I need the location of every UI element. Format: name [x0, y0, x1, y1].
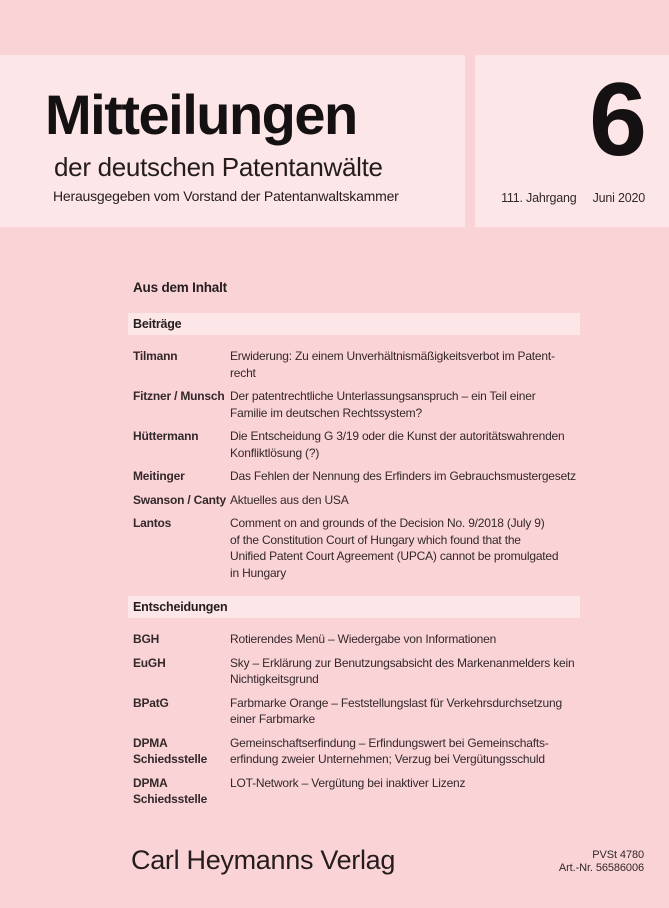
toc-row	[128, 631, 580, 648]
toc-row	[128, 492, 580, 509]
author-cell	[128, 631, 230, 648]
title-line: recht	[230, 365, 256, 380]
contents-heading: Aus dem Inhalt	[133, 280, 227, 295]
volume-label: 111. Jahrgang	[501, 191, 577, 205]
title-cell	[230, 695, 580, 728]
toc-row	[128, 775, 580, 808]
title-line: Familie im deutschen Rechtssystem?	[230, 405, 422, 420]
title-line: Comment on and grounds of the Decision No. 9/2018 (July 9)	[230, 516, 545, 530]
title-line: Konfliktlösung (?)	[230, 445, 320, 460]
title-cell	[230, 775, 580, 808]
author-line: Hüttermann	[133, 429, 199, 443]
author-line: Schiedsstelle	[133, 792, 208, 806]
toc-row	[128, 428, 580, 461]
title-line: Rotierendes Menü – Wiedergabe von Informationen	[230, 632, 497, 646]
title-cell	[230, 492, 580, 509]
author-line: Schiedsstelle	[133, 752, 208, 766]
issue-number: 6	[589, 62, 645, 178]
section-band	[128, 313, 580, 335]
author-cell	[128, 388, 230, 421]
author-cell	[128, 348, 230, 381]
toc-row	[128, 735, 580, 768]
masthead-title: Mitteilungen	[45, 83, 357, 146]
author-line: Swanson / Canty	[133, 492, 227, 507]
title-line: Farbmarke Orange – Feststellungslast für Verkehrsdurchsetzung	[230, 695, 562, 710]
section-rows	[128, 631, 580, 808]
issue-date: Juni 2020	[592, 191, 645, 205]
author-line: EuGH	[133, 655, 166, 670]
author-cell	[128, 775, 230, 808]
author-line: DPMA	[133, 735, 168, 750]
contents	[128, 278, 580, 815]
title-line: erfindung zweier Unternehmen; Verzug bei Vergütungsschuld	[230, 752, 545, 766]
section-band	[128, 596, 580, 618]
title-line: LOT-Network – Vergütung bei inaktiver Lizenz	[230, 775, 466, 790]
title-cell	[230, 348, 580, 381]
title-line: einer Farbmarke	[230, 712, 316, 726]
title-line: Das Fehlen der Nennung des Erfinders im Gebrauchsmustergesetz	[230, 469, 576, 483]
toc-row	[128, 655, 580, 688]
title-line: Aktuelles aus den USA	[230, 492, 349, 507]
section-title: Entscheidungen	[133, 600, 228, 614]
toc-row	[128, 388, 580, 421]
toc-row	[128, 468, 580, 485]
toc-row	[128, 515, 580, 581]
title-line: Gemeinschaftserfindung – Erfindungswert bei Gemeinschafts-	[230, 735, 549, 750]
title-cell	[230, 735, 580, 768]
author-cell	[128, 428, 230, 461]
postal-note: PVSt 4780	[592, 849, 644, 861]
author-line: BPatG	[133, 695, 169, 710]
author-line: Fitzner / Munsch	[133, 389, 225, 403]
title-line: Die Entscheidung G 3/19 oder die Kunst der autoritätswahrenden	[230, 429, 565, 443]
title-line: Unified Patent Court Agreement (UPCA) cannot be promulgated	[230, 549, 559, 563]
author-cell	[128, 735, 230, 768]
author-line: Lantos	[133, 516, 172, 530]
toc-section	[128, 313, 580, 581]
author-line: BGH	[133, 632, 160, 646]
title-cell	[230, 388, 580, 421]
issue-panel	[475, 55, 669, 227]
section-rows	[128, 348, 580, 581]
title-line: Sky – Erklärung zur Benutzungsabsicht des Markenanmelders kein	[230, 655, 575, 670]
author-cell	[128, 655, 230, 688]
title-cell	[230, 515, 580, 581]
contents-sections	[128, 313, 580, 808]
title-line: Erwiderung: Zu einem Unverhältnismäßigkeitsverbot im Patent-	[230, 349, 555, 363]
article-number: Art.-Nr. 56586006	[558, 862, 644, 874]
toc-row	[128, 348, 580, 381]
masthead-tagline: Herausgegeben vom Vorstand der Patentanwaltskammer	[53, 188, 399, 204]
toc-section	[128, 596, 580, 808]
title-cell	[230, 428, 580, 461]
title-cell	[230, 631, 580, 648]
author-line: DPMA	[133, 775, 168, 790]
author-line: Meitinger	[133, 469, 185, 483]
section-title: Beiträge	[133, 317, 182, 331]
title-line: in Hungary	[230, 565, 287, 580]
author-cell	[128, 515, 230, 581]
title-line: Der patentrechtliche Unterlassungsanspruch – ein Teil einer	[230, 389, 536, 403]
title-line: Nichtigkeitsgrund	[230, 672, 319, 686]
toc-row	[128, 695, 580, 728]
print-info	[559, 849, 644, 875]
masthead-panel	[0, 55, 465, 227]
author-cell	[128, 468, 230, 485]
author-cell	[128, 492, 230, 509]
author-cell	[128, 695, 230, 728]
masthead-subtitle: der deutschen Patentanwälte	[54, 152, 383, 182]
issue-meta	[501, 191, 645, 206]
title-line: of the Constitution Court of Hungary which found that the	[230, 532, 521, 547]
title-cell	[230, 468, 580, 485]
publisher-name: Carl Heymanns Verlag	[131, 845, 396, 875]
author-line: Tilmann	[133, 349, 178, 363]
title-cell	[230, 655, 580, 688]
